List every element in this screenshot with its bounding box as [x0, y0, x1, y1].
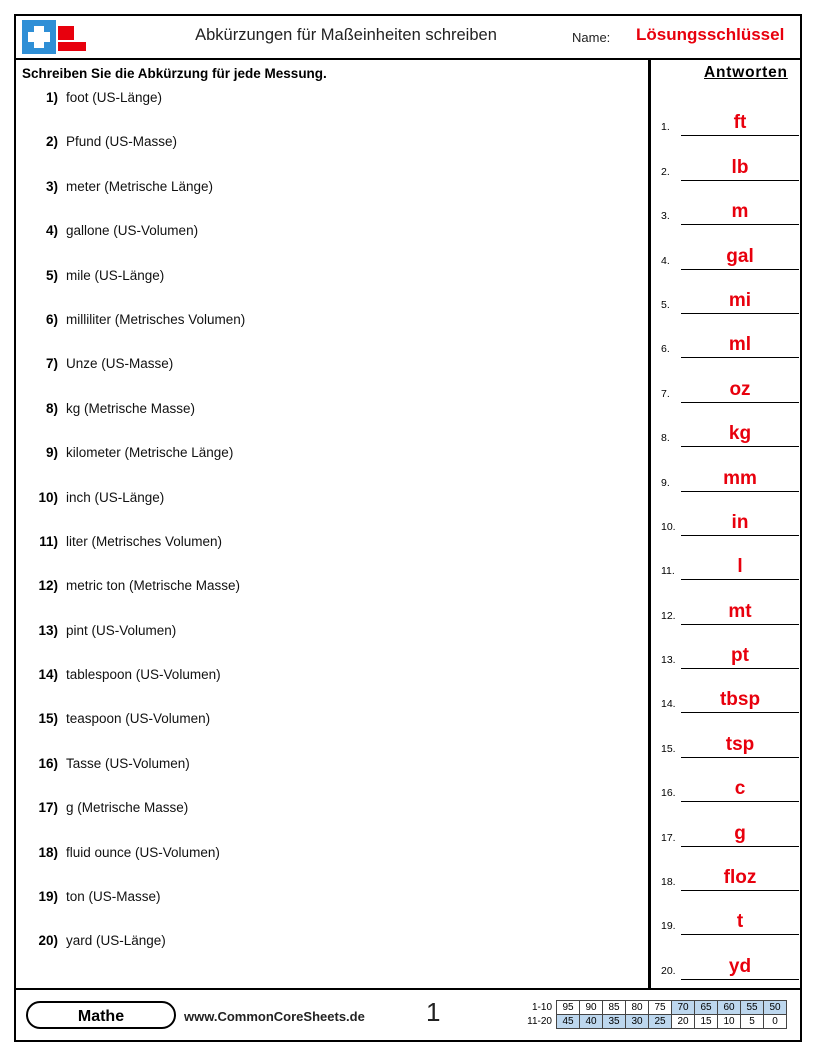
score-row-label: 11-20: [527, 1016, 552, 1027]
answer-value: m: [731, 201, 749, 223]
answers-list: [661, 92, 801, 980]
question-number: 7): [45, 356, 58, 372]
answer-number: 20.: [661, 964, 676, 977]
answer-number: 16.: [661, 787, 676, 800]
answer-row: [661, 669, 801, 713]
answer-value: in: [731, 511, 749, 533]
score-cell: 15: [695, 1015, 718, 1029]
answer-key-label: Lösungsschlüssel: [636, 25, 785, 44]
answer-row: [661, 492, 801, 536]
score-cell: 95: [557, 1001, 580, 1015]
answer-row: [661, 580, 801, 624]
question-number: 11): [39, 533, 58, 549]
question-text: gallone (US-Volumen): [66, 223, 199, 239]
question-text: meter (Metrische Länge): [66, 178, 214, 194]
list-item: [22, 800, 637, 844]
question-number: 4): [45, 223, 58, 239]
list-item: [22, 845, 637, 889]
answer-row: [661, 847, 801, 891]
table-row: [522, 1001, 787, 1015]
answer-number: 3.: [661, 210, 670, 223]
question-number: 1): [45, 90, 58, 105]
answer-number: 7.: [661, 387, 670, 400]
question-number: 20): [38, 933, 58, 949]
question-number: 16): [38, 755, 58, 771]
list-item: [22, 889, 637, 933]
answer-row: [661, 447, 801, 491]
questions-list: [22, 90, 637, 978]
question-number: 18): [38, 844, 58, 860]
list-item: [22, 312, 637, 356]
answer-value: mm: [723, 467, 757, 489]
answer-row: [661, 891, 801, 935]
score-cell: 45: [557, 1015, 580, 1029]
score-cell: 25: [649, 1015, 672, 1029]
question-text: yard (US-Länge): [66, 933, 166, 949]
answer-number: 10.: [661, 520, 676, 533]
question-number: 13): [38, 622, 58, 638]
question-text: inch (US-Länge): [66, 489, 165, 505]
list-item: [22, 401, 637, 445]
list-item: [22, 223, 637, 267]
answer-number: 1.: [661, 121, 670, 134]
score-cell: 20: [672, 1015, 695, 1029]
subject-badge: Mathe: [26, 1001, 176, 1029]
question-text: milliliter (Metrisches Volumen): [66, 311, 246, 327]
answer-number: 9.: [661, 476, 670, 489]
score-row-label: 1-10: [531, 1002, 552, 1013]
answer-value: ml: [728, 334, 752, 356]
answer-row: [661, 225, 801, 269]
question-number: 15): [38, 711, 58, 727]
answer-number: 4.: [661, 254, 670, 267]
answer-number: 13.: [661, 654, 676, 667]
answer-value: mi: [728, 289, 752, 311]
question-text: kilometer (Metrische Länge): [66, 445, 234, 461]
answer-number: 14.: [661, 698, 676, 711]
answer-number: 18.: [661, 876, 676, 889]
question-number: 5): [45, 267, 58, 283]
score-cell: 60: [718, 1001, 741, 1015]
score-cell: 65: [695, 1001, 718, 1015]
answer-value: lb: [731, 156, 749, 178]
score-cell: 0: [764, 1015, 787, 1029]
question-number: 2): [45, 134, 58, 150]
list-item: [22, 756, 637, 800]
answer-row: [661, 625, 801, 669]
score-cell: 5: [741, 1015, 764, 1029]
question-text: kg (Metrische Masse): [66, 400, 196, 416]
answer-number: 12.: [661, 609, 676, 622]
answer-number: 11.: [661, 565, 675, 578]
question-number: 10): [38, 489, 58, 505]
answer-number: 8.: [661, 432, 670, 445]
list-item: [22, 623, 637, 667]
answer-value: oz: [729, 378, 751, 400]
question-number: 14): [38, 667, 58, 683]
answer-number: 5.: [661, 298, 670, 311]
name-label: Name:: [572, 30, 611, 45]
score-table: [522, 1000, 787, 1029]
answer-number: 6.: [661, 343, 670, 356]
list-item: [22, 711, 637, 755]
question-text: fluid ounce (US-Volumen): [66, 844, 220, 860]
answer-row: [661, 758, 801, 802]
table-row: [522, 1015, 787, 1029]
score-cell: 35: [603, 1015, 626, 1029]
worksheet-page: [14, 14, 802, 1042]
question-text: ton (US-Masse): [66, 889, 161, 905]
plus-blocks-logo-icon: [20, 18, 90, 58]
answer-value: c: [734, 778, 746, 800]
question-text: teaspoon (US-Volumen): [66, 711, 211, 727]
question-number: 17): [38, 800, 58, 816]
score-cell: 50: [764, 1001, 787, 1015]
question-text: Unze (US-Masse): [66, 356, 174, 372]
list-item: [22, 179, 637, 223]
list-item: [22, 90, 637, 134]
question-text: Tasse (US-Volumen): [66, 755, 190, 771]
answer-value: kg: [728, 423, 752, 445]
question-text: Pfund (US-Masse): [66, 134, 178, 150]
answer-value: pt: [731, 645, 749, 667]
question-text: g (Metrische Masse): [66, 800, 189, 816]
answer-row: [661, 935, 801, 979]
question-number: 8): [45, 400, 58, 416]
score-cell: 75: [649, 1001, 672, 1015]
answer-value: gal: [726, 245, 754, 267]
score-cell: 90: [580, 1001, 603, 1015]
answer-value: g: [734, 822, 746, 844]
worksheet-footer: [16, 988, 800, 1040]
list-item: [22, 667, 637, 711]
question-text: tablespoon (US-Volumen): [66, 667, 221, 683]
answer-number: 2.: [661, 165, 670, 178]
answer-row: [661, 713, 801, 757]
answer-value: ft: [733, 112, 747, 134]
answer-value: l: [737, 556, 743, 578]
question-text: pint (US-Volumen): [66, 622, 177, 638]
score-cell: 80: [626, 1001, 649, 1015]
answer-row: [661, 181, 801, 225]
answer-row: [661, 92, 801, 136]
score-cell: 10: [718, 1015, 741, 1029]
question-text: metric ton (Metrische Masse): [66, 578, 241, 594]
question-text: liter (Metrisches Volumen): [66, 533, 223, 549]
list-item: [22, 490, 637, 534]
answer-value: tsp: [725, 733, 755, 755]
list-item: [22, 268, 637, 312]
list-item: [22, 933, 637, 977]
answer-value: tbsp: [719, 689, 761, 711]
score-cell: 85: [603, 1001, 626, 1015]
column-divider: [648, 60, 651, 990]
answer-row: [661, 270, 801, 314]
question-number: 19): [38, 889, 58, 905]
question-number: 3): [45, 178, 58, 194]
page-title: Abkürzungen für Maßeinheiten schreiben: [195, 26, 497, 44]
answer-number: 17.: [661, 831, 676, 844]
answer-row: [661, 802, 801, 846]
score-cell: 55: [741, 1001, 764, 1015]
score-cell: 40: [580, 1015, 603, 1029]
score-cell: 30: [626, 1015, 649, 1029]
worksheet-header: [16, 16, 800, 60]
answer-value: t: [736, 911, 744, 933]
answer-value: mt: [728, 600, 752, 622]
question-number: 12): [38, 578, 58, 594]
page-number: 1: [426, 997, 441, 1027]
answer-row: [661, 314, 801, 358]
question-text: foot (US-Länge): [66, 90, 163, 105]
question-number: 6): [45, 311, 58, 327]
answer-row: [661, 403, 801, 447]
list-item: [22, 134, 637, 178]
answers-heading: Antworten: [704, 64, 788, 81]
answer-row: [661, 136, 801, 180]
score-cell: 70: [672, 1001, 695, 1015]
answer-number: 19.: [661, 920, 676, 933]
answer-value: floz: [723, 867, 757, 889]
list-item: [22, 445, 637, 489]
answer-row: [661, 536, 801, 580]
list-item: [22, 578, 637, 622]
answer-number: 15.: [661, 742, 676, 755]
question-number: 9): [45, 445, 58, 461]
list-item: [22, 534, 637, 578]
answer-value: yd: [728, 955, 752, 977]
list-item: [22, 356, 637, 400]
answer-row: [661, 358, 801, 402]
question-text: mile (US-Länge): [66, 267, 165, 283]
website-url: www.CommonCoreSheets.de: [184, 1009, 365, 1024]
instructions-text: Schreiben Sie die Abkürzung für jede Messung.: [22, 66, 327, 81]
